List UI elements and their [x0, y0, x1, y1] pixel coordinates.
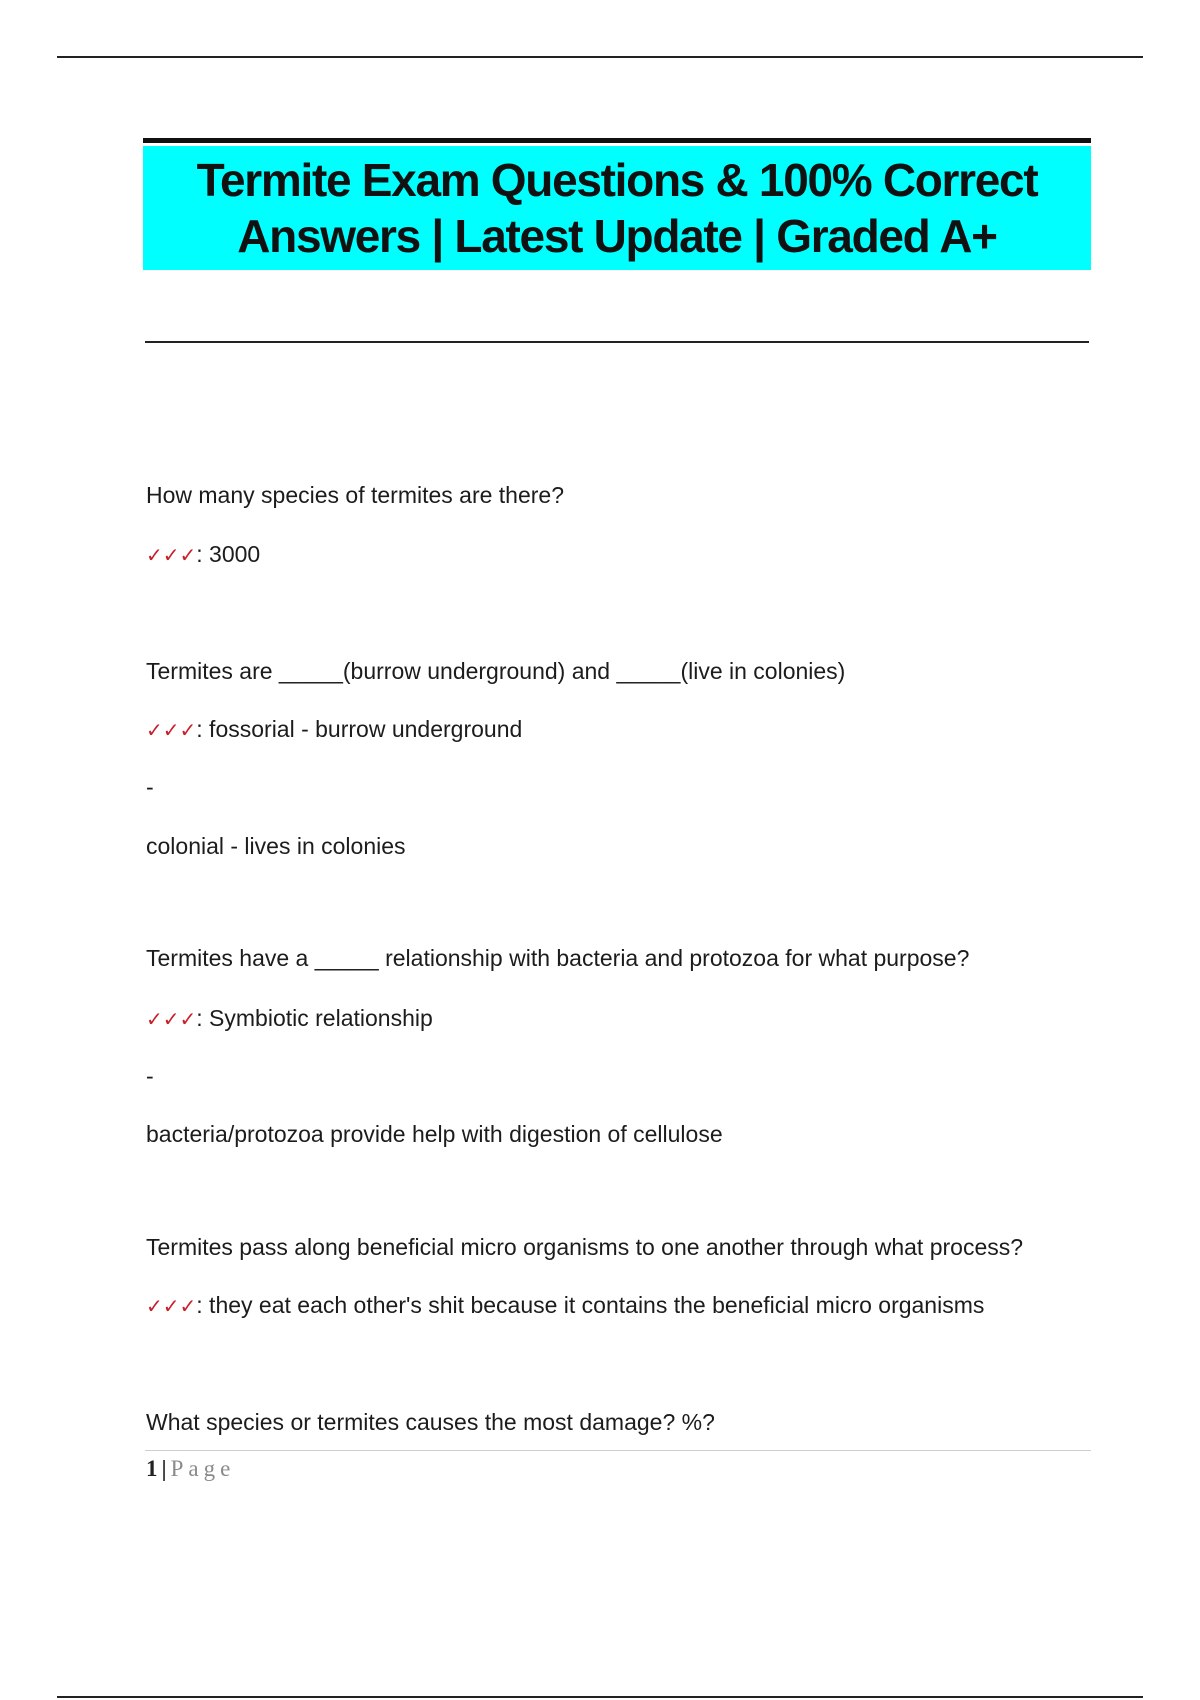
page-footer: [146, 1455, 235, 1483]
title-block: [143, 138, 1091, 270]
question-text: How many species of termites are there?: [146, 482, 565, 508]
answer-continuation: bacteria/protozoa provide help with digestion of cellulose: [146, 1121, 723, 1147]
answer-text: : fossorial - burrow underground: [196, 716, 523, 742]
answer-line: [146, 1291, 984, 1320]
page-number: 1: [146, 1456, 158, 1481]
page-bottom-rule: [57, 1696, 1143, 1698]
page-label: Page: [170, 1456, 236, 1481]
title-bottom-rule: [145, 341, 1089, 343]
title-line-1: Termite Exam Questions & 100% Correct: [196, 154, 1038, 206]
answer-line: [146, 1004, 433, 1033]
answer-line: [146, 715, 522, 744]
question-text: Termites pass along beneficial micro organisms to one another through what process?: [146, 1234, 1024, 1260]
page-top-rule: [57, 56, 1143, 58]
answer-text: : 3000: [196, 541, 261, 567]
title-line-2: Answers | Latest Update | Graded A+: [237, 210, 997, 262]
title-top-rule: [143, 138, 1091, 143]
page-separator: |: [161, 1456, 167, 1481]
answer-continuation: colonial - lives in colonies: [146, 833, 406, 859]
question-text: Termites have a _____ relationship with bacteria and protozoa for what purpose?: [146, 945, 970, 971]
document-title: [143, 146, 1091, 270]
checkmark-icon: ✓✓✓: [146, 1294, 197, 1318]
checkmark-icon: ✓✓✓: [146, 543, 197, 567]
answer-continuation-dash: -: [146, 774, 154, 800]
question-text: Termites are _____(burrow underground) and _____(live in colonies): [146, 658, 846, 684]
checkmark-icon: ✓✓✓: [146, 1007, 197, 1031]
question-text: What species or termites causes the most damage? %?: [146, 1409, 715, 1435]
answer-text: : Symbiotic relationship: [196, 1005, 433, 1031]
answer-line: [146, 540, 260, 569]
checkmark-icon: ✓✓✓: [146, 718, 197, 742]
answer-continuation-dash: -: [146, 1063, 154, 1089]
footer-rule: [145, 1450, 1091, 1451]
answer-text: : they eat each other's shit because it contains the beneficial micro organisms: [196, 1292, 985, 1318]
